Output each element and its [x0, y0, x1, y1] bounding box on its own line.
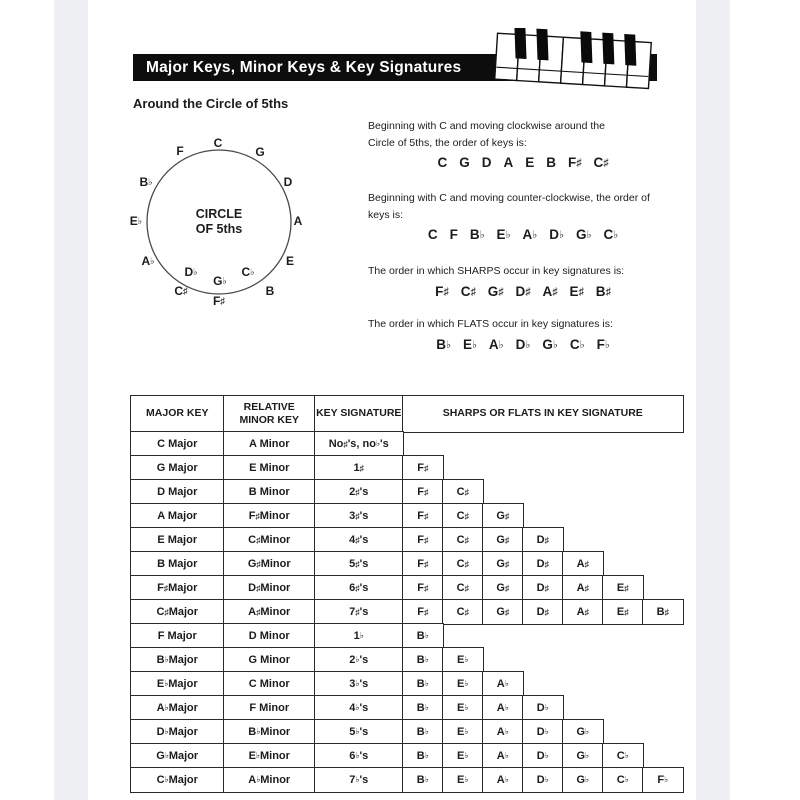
table-row	[130, 719, 684, 745]
circle-key-label-7: G♭	[213, 274, 227, 288]
key-letter: E♭	[462, 336, 477, 352]
accidental-cell: F ♯	[402, 503, 444, 529]
key-signature-table	[130, 395, 684, 793]
table-row	[130, 455, 684, 481]
key-letter: A	[503, 155, 514, 170]
key-letter: E	[525, 155, 535, 170]
minor-key-cell: A ♯ Minor	[223, 599, 316, 625]
major-key-cell: D Major	[130, 479, 225, 505]
accidental-cell: E ♭	[442, 647, 484, 673]
key-letter: B♯	[595, 283, 611, 299]
accidental-cell: E ♭	[442, 719, 484, 745]
minor-key-cell: C ♯ Minor	[223, 527, 316, 553]
key-signature-cell: 4 ♯ 's	[314, 527, 404, 553]
key-signature-cell: 3 ♭ 's	[314, 671, 404, 697]
accidental-cell: C ♭	[602, 767, 644, 793]
table-header-sharps-flats-in-key-signature: SHARPS OR FLATS IN KEY SIGNATURE	[402, 395, 684, 433]
minor-key-cell: E ♭ Minor	[223, 743, 316, 769]
major-key-cell: E ♭ Major	[130, 671, 225, 697]
major-key-cell: G Major	[130, 455, 225, 481]
accidental-cell: C ♯	[442, 599, 484, 625]
accidental-cell: E ♭	[442, 767, 484, 793]
table-row	[130, 551, 684, 577]
table-header-relative-minor-key: RELATIVE MINOR KEY	[223, 395, 316, 433]
key-letter: C♭	[569, 336, 585, 352]
accidental-cell: A ♭	[482, 767, 524, 793]
accidental-cell: D ♯	[522, 551, 564, 577]
circle-key-label-6: C♭	[241, 265, 255, 279]
accidental-cell: G ♭	[562, 767, 604, 793]
table-header-key-signature: KEY SIGNATURE	[314, 395, 404, 433]
paragraph-clockwise-order	[368, 118, 678, 170]
key-letter: F♯	[568, 155, 582, 170]
minor-key-cell: C Minor	[223, 671, 316, 697]
accidental-cell: B ♭	[402, 719, 444, 745]
minor-key-cell: G ♯ Minor	[223, 551, 316, 577]
page-edge-shadow-right	[696, 0, 730, 800]
accidental-cell: G ♯	[482, 575, 524, 601]
key-letter: D♭	[515, 336, 531, 352]
table-row	[130, 431, 684, 457]
table-header-major-key: MAJOR KEY	[130, 395, 225, 433]
key-signature-cell: 6 ♭ 's	[314, 743, 404, 769]
key-letter: F♭	[596, 336, 610, 352]
table-row	[130, 479, 684, 505]
accidental-cell: G ♭	[562, 719, 604, 745]
key-letter: C♯	[593, 155, 609, 170]
circle-center-label	[196, 207, 243, 237]
accidental-cell: G ♯	[482, 599, 524, 625]
key-letter: G♭	[542, 336, 558, 352]
accidental-cell: B ♭	[402, 647, 444, 673]
accidental-cell: C ♯	[442, 551, 484, 577]
accidental-cell: G ♯	[482, 551, 524, 577]
major-key-cell: C ♯ Major	[130, 599, 225, 625]
key-letter: A♭	[522, 227, 538, 242]
major-key-cell: B ♭ Major	[130, 647, 225, 673]
circle-key-label-11: A♭	[141, 254, 155, 268]
section-heading: Around the Circle of 5ths	[133, 96, 289, 111]
page-title: Major Keys, Minor Keys & Key Signatures	[146, 59, 462, 76]
accidental-cell: F ♯	[402, 455, 444, 481]
accidental-cell: A ♭	[482, 743, 524, 769]
paragraph-counterclockwise-order	[368, 190, 678, 242]
accidental-cell: C ♯	[442, 479, 484, 505]
table-row	[130, 527, 684, 553]
key-letter: G♭	[575, 227, 592, 242]
accidental-cell: E ♯	[602, 599, 644, 625]
key-letter: G	[459, 155, 470, 170]
accidental-cell: G ♯	[482, 527, 524, 553]
major-key-cell: B Major	[130, 551, 225, 577]
circle-key-label-13: B♭	[139, 175, 153, 189]
minor-key-cell: F ♯ Minor	[223, 503, 316, 529]
key-letter: B	[546, 155, 556, 170]
circle-of-fifths-diagram	[118, 130, 320, 320]
circle-key-label-2: D	[283, 175, 293, 189]
table-row	[130, 767, 684, 793]
circle-key-label-4: E	[285, 254, 295, 268]
table-row	[130, 671, 684, 697]
key-letter: A♭	[488, 336, 504, 352]
accidental-cell: B ♭	[402, 743, 444, 769]
key-order-letters	[368, 155, 678, 170]
minor-key-cell: D Minor	[223, 623, 316, 649]
major-key-cell: C ♭ Major	[130, 767, 225, 793]
accidental-cell: F ♭	[642, 767, 684, 793]
key-letter: B♭	[436, 336, 451, 352]
key-signature-cell: 5 ♭ 's	[314, 719, 404, 745]
accidental-cell: A ♯	[562, 551, 604, 577]
major-key-cell: F Major	[130, 623, 225, 649]
accidental-cell: D ♭	[522, 767, 564, 793]
paragraph-text: The order in which SHARPS occur in key signatures is:	[368, 265, 625, 277]
key-letter: B♭	[469, 227, 485, 242]
circle-key-label-10: C♯	[174, 284, 188, 298]
circle-key-label-9: D♭	[184, 265, 198, 279]
key-letter: D	[481, 155, 492, 170]
major-key-cell: A Major	[130, 503, 225, 529]
accidental-cell: C ♭	[602, 743, 644, 769]
key-letter: C	[437, 155, 448, 170]
circle-key-label-5: B	[265, 284, 275, 298]
key-signature-cell: No ♯ 's, no ♭ 's	[314, 431, 404, 457]
accidental-cell: F ♯	[402, 575, 444, 601]
minor-key-cell: G Minor	[223, 647, 316, 673]
minor-key-cell: A ♭ Minor	[223, 767, 316, 793]
key-order-letters	[368, 337, 678, 352]
key-order-letters	[368, 227, 678, 242]
accidental-cell: D ♯	[522, 527, 564, 553]
key-signature-cell: 5 ♯ 's	[314, 551, 404, 577]
key-letter: C♭	[603, 227, 619, 242]
accidental-cell: B ♭	[402, 767, 444, 793]
accidental-cell: B ♭	[402, 695, 444, 721]
accidental-cell: F ♯	[402, 527, 444, 553]
key-signature-cell: 6 ♯ 's	[314, 575, 404, 601]
minor-key-cell: F Minor	[223, 695, 316, 721]
major-key-cell: D ♭ Major	[130, 719, 225, 745]
key-letter: C♯	[460, 283, 476, 299]
paragraph-text: The order in which FLATS occur in key signatures is:	[368, 318, 613, 330]
accidental-cell: G ♯	[482, 503, 524, 529]
paragraph-sharps-order	[368, 263, 678, 299]
accidental-cell: F ♯	[402, 479, 444, 505]
accidental-cell: B ♯	[642, 599, 684, 625]
accidental-cell: A ♭	[482, 719, 524, 745]
key-signature-cell: 4 ♭ 's	[314, 695, 404, 721]
key-letter: D♭	[549, 227, 564, 242]
table-row	[130, 503, 684, 529]
major-key-cell: F ♯ Major	[130, 575, 225, 601]
table-row	[130, 647, 684, 673]
table-row	[130, 695, 684, 721]
accidental-cell: E ♭	[442, 695, 484, 721]
circle-center-line2: OF 5ths	[195, 222, 243, 236]
piano-keyboard-icon	[490, 28, 660, 94]
table-row	[130, 743, 684, 769]
key-signature-cell: 7 ♭ 's	[314, 767, 404, 793]
accidental-cell: D ♭	[522, 695, 564, 721]
accidental-cell: D ♭	[522, 719, 564, 745]
accidental-cell: A ♭	[482, 695, 524, 721]
minor-key-cell: E Minor	[223, 455, 316, 481]
key-signature-cell: 1 ♯	[314, 455, 404, 481]
key-signature-cell: 7 ♯ 's	[314, 599, 404, 625]
accidental-cell: F ♯	[402, 599, 444, 625]
accidental-cell: C ♯	[442, 575, 484, 601]
minor-key-cell: A Minor	[223, 431, 316, 457]
accidental-cell: A ♭	[482, 671, 524, 697]
accidental-cell: B ♭	[402, 671, 444, 697]
circle-key-label-8: F♯	[212, 294, 226, 308]
accidental-cell: B ♭	[402, 623, 444, 649]
key-signature-cell: 1 ♭	[314, 623, 404, 649]
minor-key-cell: D ♯ Minor	[223, 575, 316, 601]
accidental-cell: A ♯	[562, 599, 604, 625]
circle-key-label-3: A	[293, 214, 303, 228]
circle-key-label-1: G	[255, 145, 265, 159]
table-row	[130, 575, 684, 601]
accidental-cell: D ♯	[522, 575, 564, 601]
table-row	[130, 599, 684, 625]
major-key-cell: G ♭ Major	[130, 743, 225, 769]
key-signature-cell: 2 ♭ 's	[314, 647, 404, 673]
key-letter: A♯	[542, 283, 558, 299]
key-letter: D♯	[515, 283, 531, 299]
accidental-cell: F ♯	[402, 551, 444, 577]
major-key-cell: E Major	[130, 527, 225, 553]
key-signature-cell: 3 ♯ 's	[314, 503, 404, 529]
accidental-cell: E ♯	[602, 575, 644, 601]
key-letter: E♯	[569, 283, 584, 299]
paragraph-text: Beginning with C and moving clockwise around the Circle of 5ths, the order of keys is:	[368, 120, 605, 149]
major-key-cell: A ♭ Major	[130, 695, 225, 721]
minor-key-cell: B Minor	[223, 479, 316, 505]
key-signature-cell: 2 ♯ 's	[314, 479, 404, 505]
accidental-cell: C ♯	[442, 503, 484, 529]
accidental-cell: G ♭	[562, 743, 604, 769]
key-letter: C	[427, 227, 438, 242]
minor-key-cell: B ♭ Minor	[223, 719, 316, 745]
table-row	[130, 623, 684, 649]
key-order-letters	[368, 284, 678, 299]
page-edge-shadow-left	[54, 0, 88, 800]
accidental-cell: D ♭	[522, 743, 564, 769]
accidental-cell: E ♭	[442, 671, 484, 697]
key-letter: G♯	[487, 283, 504, 299]
circle-key-label-14: F	[176, 144, 184, 158]
major-key-cell: C Major	[130, 431, 225, 457]
key-letter: F♯	[435, 283, 449, 299]
accidental-cell: A ♯	[562, 575, 604, 601]
paragraph-text: Beginning with C and moving counter-clockwise, the order of keys is:	[368, 192, 650, 221]
key-letter: E♭	[496, 227, 511, 242]
accidental-cell: C ♯	[442, 527, 484, 553]
accidental-cell: D ♯	[522, 599, 564, 625]
circle-key-label-12: E♭	[129, 214, 143, 228]
circle-center-line1: CIRCLE	[195, 207, 243, 221]
accidental-cell: E ♭	[442, 743, 484, 769]
circle-key-label-0: C	[213, 136, 223, 150]
key-letter: F	[449, 227, 458, 242]
paragraph-flats-order	[368, 316, 678, 352]
